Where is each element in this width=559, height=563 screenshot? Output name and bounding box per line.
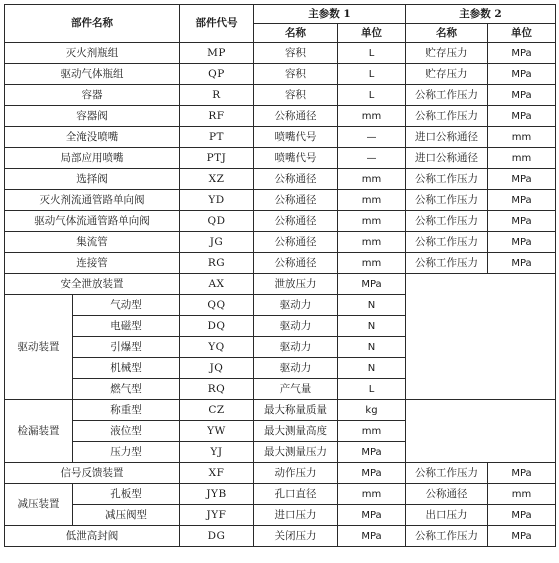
param1-name: 驱动力	[254, 337, 338, 358]
param1-name: 公称通径	[254, 190, 338, 211]
component-code: RQ	[180, 379, 254, 400]
param2-name: 贮存压力	[406, 64, 488, 85]
component-name: 孔板型	[73, 484, 180, 505]
param1-name: 进口压力	[254, 505, 338, 526]
param1-name: 喷嘴代号	[254, 127, 338, 148]
table-row	[5, 484, 556, 505]
table-row	[5, 43, 556, 64]
table-row	[5, 106, 556, 127]
param1-name: 容积	[254, 85, 338, 106]
param1-name: 最大测量压力	[254, 442, 338, 463]
param1-unit: mm	[338, 232, 406, 253]
component-name: 燃气型	[73, 379, 180, 400]
table-row	[5, 211, 556, 232]
param2-unit: MPa	[488, 253, 556, 274]
component-code: XF	[180, 463, 254, 484]
param1-unit: mm	[338, 253, 406, 274]
component-name: 连接管	[5, 253, 180, 274]
component-name: 容器	[5, 85, 180, 106]
param1-unit: N	[338, 337, 406, 358]
component-code: R	[180, 85, 254, 106]
param2-name: 公称工作压力	[406, 190, 488, 211]
param1-name: 关闭压力	[254, 526, 338, 547]
component-parameter-table-page	[4, 4, 555, 547]
param1-name: 公称通径	[254, 253, 338, 274]
component-name: 引爆型	[73, 337, 180, 358]
param2-name: 公称工作压力	[406, 169, 488, 190]
param2-name: 进口公称通径	[406, 127, 488, 148]
param1-unit: mm	[338, 421, 406, 442]
table-row	[5, 190, 556, 211]
param2-unit: mm	[488, 148, 556, 169]
param1-name: 驱动力	[254, 295, 338, 316]
component-code: AX	[180, 274, 254, 295]
param2-unit: mm	[488, 127, 556, 148]
component-code: QQ	[180, 295, 254, 316]
component-name: 全淹没喷嘴	[5, 127, 180, 148]
param1-name: 容积	[254, 43, 338, 64]
param2-unit: mm	[488, 484, 556, 505]
component-name: 选择阀	[5, 169, 180, 190]
component-name: 电磁型	[73, 316, 180, 337]
param1-unit: kg	[338, 400, 406, 421]
component-code: RG	[180, 253, 254, 274]
component-name: 安全泄放装置	[5, 274, 180, 295]
component-code: PT	[180, 127, 254, 148]
param1-unit: mm	[338, 484, 406, 505]
table-row	[5, 274, 556, 295]
header-component-code: 部件代号	[180, 5, 254, 43]
param1-unit: mm	[338, 190, 406, 211]
component-code: PTJ	[180, 148, 254, 169]
component-code: QD	[180, 211, 254, 232]
component-code: YQ	[180, 337, 254, 358]
header-param2: 主参数 2	[406, 5, 556, 24]
group-label-leak-detection-device: 检漏装置	[5, 400, 73, 463]
component-code: DQ	[180, 316, 254, 337]
component-code: JQ	[180, 358, 254, 379]
param1-unit: MPa	[338, 442, 406, 463]
param2-empty-cell	[406, 400, 556, 463]
param2-name: 公称工作压力	[406, 253, 488, 274]
header-row-1	[5, 5, 556, 24]
param1-unit: N	[338, 358, 406, 379]
component-name: 压力型	[73, 442, 180, 463]
component-code: XZ	[180, 169, 254, 190]
component-name: 灭火剂瓶组	[5, 43, 180, 64]
param1-name: 喷嘴代号	[254, 148, 338, 169]
component-name: 驱动气体流通管路单向阀	[5, 211, 180, 232]
component-code: YD	[180, 190, 254, 211]
component-code: JYF	[180, 505, 254, 526]
component-name: 灭火剂流通管路单向阀	[5, 190, 180, 211]
param1-unit: MPa	[338, 526, 406, 547]
param1-name: 泄放压力	[254, 274, 338, 295]
table-row	[5, 85, 556, 106]
component-code: CZ	[180, 400, 254, 421]
param1-name: 最大测量高度	[254, 421, 338, 442]
param1-name: 公称通径	[254, 232, 338, 253]
component-code: YJ	[180, 442, 254, 463]
param2-unit: MPa	[488, 85, 556, 106]
param1-unit: mm	[338, 211, 406, 232]
component-name: 驱动气体瓶组	[5, 64, 180, 85]
param1-unit: N	[338, 295, 406, 316]
component-name: 信号反馈装置	[5, 463, 180, 484]
component-code: YW	[180, 421, 254, 442]
param2-name: 公称工作压力	[406, 232, 488, 253]
param2-name: 进口公称通径	[406, 148, 488, 169]
param1-name: 驱动力	[254, 358, 338, 379]
param1-name: 产气量	[254, 379, 338, 400]
component-code: RF	[180, 106, 254, 127]
param2-unit: MPa	[488, 106, 556, 127]
param2-unit: MPa	[488, 526, 556, 547]
param1-name: 公称通径	[254, 169, 338, 190]
param1-unit: MPa	[338, 463, 406, 484]
param2-unit: MPa	[488, 43, 556, 64]
table-row	[5, 232, 556, 253]
table-row	[5, 148, 556, 169]
component-name: 容器阀	[5, 106, 180, 127]
param1-unit: mm	[338, 169, 406, 190]
header-param1-name: 名称	[254, 24, 338, 43]
table-row	[5, 127, 556, 148]
component-name: 局部应用喷嘴	[5, 148, 180, 169]
component-name: 集流管	[5, 232, 180, 253]
param2-name: 贮存压力	[406, 43, 488, 64]
param1-name: 最大称量质量	[254, 400, 338, 421]
param2-name: 公称通径	[406, 484, 488, 505]
table-row	[5, 400, 556, 421]
param1-unit: MPa	[338, 274, 406, 295]
table-row	[5, 463, 556, 484]
component-name: 机械型	[73, 358, 180, 379]
param1-unit: N	[338, 316, 406, 337]
header-component-name: 部件名称	[5, 5, 180, 43]
param2-unit: MPa	[488, 190, 556, 211]
header-param2-unit: 单位	[488, 24, 556, 43]
component-code: MP	[180, 43, 254, 64]
param2-name: 公称工作压力	[406, 526, 488, 547]
param2-unit: MPa	[488, 64, 556, 85]
group-label-drive-device: 驱动装置	[5, 295, 73, 400]
component-name: 称重型	[73, 400, 180, 421]
component-name: 气动型	[73, 295, 180, 316]
table-row	[5, 526, 556, 547]
component-code: QP	[180, 64, 254, 85]
component-name: 液位型	[73, 421, 180, 442]
param1-unit: —	[338, 148, 406, 169]
param1-unit: L	[338, 64, 406, 85]
param1-unit: L	[338, 85, 406, 106]
param2-name: 公称工作压力	[406, 85, 488, 106]
component-name: 减压阀型	[73, 505, 180, 526]
param2-name: 公称工作压力	[406, 463, 488, 484]
param2-unit: MPa	[488, 463, 556, 484]
param2-empty-cell	[406, 274, 556, 400]
param2-unit: MPa	[488, 505, 556, 526]
param1-unit: L	[338, 379, 406, 400]
table-row	[5, 253, 556, 274]
component-name: 低泄高封阀	[5, 526, 180, 547]
param1-unit: —	[338, 127, 406, 148]
header-param2-name: 名称	[406, 24, 488, 43]
param1-name: 驱动力	[254, 316, 338, 337]
table-row	[5, 64, 556, 85]
param1-unit: MPa	[338, 505, 406, 526]
header-param1-unit: 单位	[338, 24, 406, 43]
param2-unit: MPa	[488, 169, 556, 190]
param1-unit: mm	[338, 106, 406, 127]
table-row	[5, 169, 556, 190]
component-code: JG	[180, 232, 254, 253]
component-code: JYB	[180, 484, 254, 505]
param1-unit: L	[338, 43, 406, 64]
param2-unit: MPa	[488, 232, 556, 253]
param1-name: 孔口直径	[254, 484, 338, 505]
table-row	[5, 505, 556, 526]
component-code: DG	[180, 526, 254, 547]
param1-name: 公称通径	[254, 211, 338, 232]
param1-name: 动作压力	[254, 463, 338, 484]
param2-unit: MPa	[488, 211, 556, 232]
header-param1: 主参数 1	[254, 5, 406, 24]
param2-name: 出口压力	[406, 505, 488, 526]
group-label-pressure-reducing-device: 减压装置	[5, 484, 73, 526]
component-parameter-table	[4, 4, 556, 547]
param1-name: 容积	[254, 64, 338, 85]
param2-name: 公称工作压力	[406, 211, 488, 232]
param1-name: 公称通径	[254, 106, 338, 127]
param2-name: 公称工作压力	[406, 106, 488, 127]
